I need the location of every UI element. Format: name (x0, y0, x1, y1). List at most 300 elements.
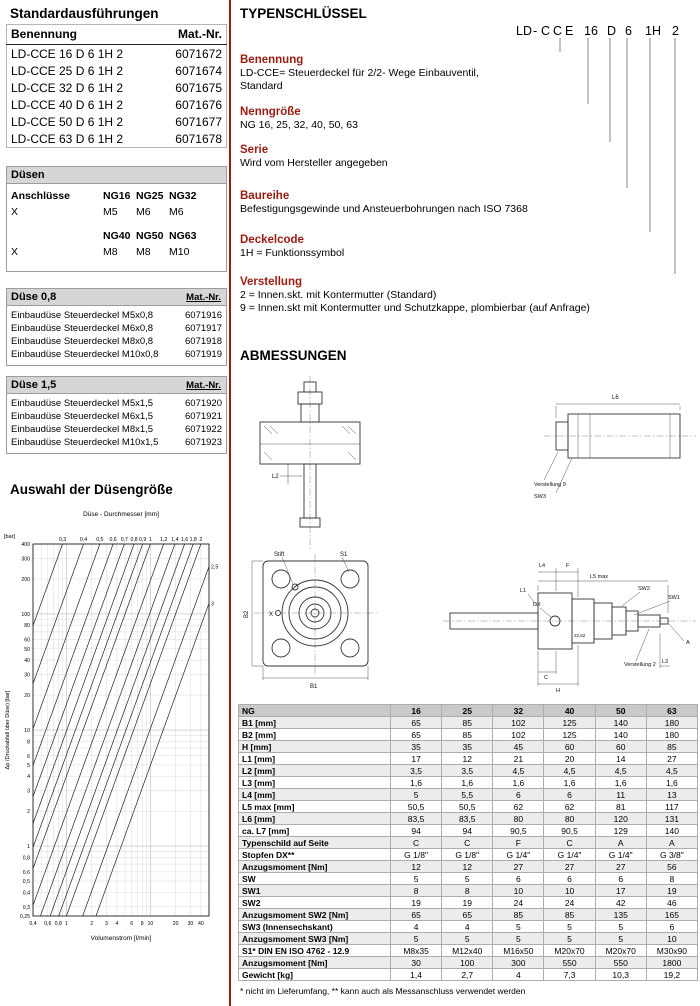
x-tick-label: 20 (172, 921, 179, 927)
dim-row (239, 741, 698, 753)
duese15-title: Düse 1,5 (11, 379, 57, 391)
nozzle-line (33, 544, 164, 905)
duese15-box (6, 376, 227, 454)
dim-value-cell: 1,6 (391, 777, 442, 789)
matnr-cell: 6071672 (175, 46, 222, 61)
y-tick-label: 3 (27, 788, 30, 795)
dim-value-cell: 20 (544, 753, 595, 765)
diameter-tick-label: 3 (211, 601, 214, 608)
chart-bar-unit-label: [bar] (4, 534, 16, 540)
nozzle-line (33, 544, 124, 797)
duesen-value: NG16 (103, 190, 131, 202)
mat-name: Einbaudüse Steuerdeckel M8x0,8 (11, 336, 154, 347)
diameter-tick-label: 0,9 (139, 537, 147, 543)
drawing-label: L6 (612, 395, 619, 401)
dim-row (239, 969, 698, 981)
chart-y-axis-label: Δp (Druckabfall über Düse) [bar] (5, 690, 11, 770)
dim-value-cell: 21 (493, 753, 544, 765)
dim-value-cell: 5 (442, 873, 493, 885)
matnr-cell: 6071676 (175, 97, 222, 112)
code-token: D (607, 24, 617, 38)
dim-row-label: ca. L7 [mm] (239, 825, 391, 837)
dim-row-label: Anzugsmoment [Nm] (239, 957, 391, 969)
dim-value-cell: 94 (391, 825, 442, 837)
type-section (240, 276, 698, 315)
dim-value-cell: M30x90 (646, 945, 697, 957)
dim-value-cell: 1,6 (595, 777, 646, 789)
dim-header-cell: 63 (646, 705, 697, 717)
duesen-value: NG50 (136, 230, 164, 242)
dim-value-cell: 140 (595, 729, 646, 741)
dim-header-cell: 50 (595, 705, 646, 717)
x-tick-label: 0,8 (54, 921, 62, 927)
type-section-line: Befestigungsgewinde und Ansteuerbohrungen nach ISO 7368 (240, 203, 528, 215)
dim-row (239, 933, 698, 945)
mat-nr: 6071923 (185, 437, 222, 448)
type-section-heading: Verstellung (240, 276, 302, 288)
dim-value-cell: 24 (544, 897, 595, 909)
diameter-tick-label: 1,4 (171, 537, 179, 543)
dim-value-cell: G 1/4" (595, 849, 646, 861)
dim-value-cell: 60 (595, 741, 646, 753)
dim-value-cell: M8x35 (391, 945, 442, 957)
dim-row-label: B1 [mm] (239, 717, 391, 729)
dim-row-label: SW1 (239, 885, 391, 897)
dim-value-cell: 5 (544, 933, 595, 945)
dim-value-cell: 1,4 (391, 969, 442, 981)
dim-row (239, 813, 698, 825)
nozzle-line (33, 544, 134, 824)
dim-value-cell: 8 (646, 873, 697, 885)
code-token: 6 (625, 24, 632, 38)
duesen-row-label: X (11, 246, 19, 258)
dim-row (239, 873, 698, 885)
dim-row (239, 729, 698, 741)
matnr-cell: 6071678 (175, 131, 222, 146)
x-tick-label: 3 (105, 921, 108, 927)
diameter-tick-label: 2,5 (211, 564, 219, 571)
x-tick-label: 4 (115, 921, 119, 927)
dim-row (239, 849, 698, 861)
type-section (240, 144, 698, 170)
dim-value-cell: 17 (595, 885, 646, 897)
dim-value-cell: 19 (391, 897, 442, 909)
duese15-matnr-header: Mat.-Nr. (186, 379, 221, 391)
dim-value-cell: 45 (493, 741, 544, 753)
mat-name: Einbaudüse Steuerdeckel M8x1,5 (11, 424, 154, 435)
mat-row (11, 410, 222, 423)
dim-value-cell: 7,3 (544, 969, 595, 981)
dim-value-cell: A (646, 837, 697, 849)
dim-value-cell: 125 (544, 729, 595, 741)
duesen-title: Düsen (11, 169, 45, 181)
mat-nr: 6071918 (185, 336, 222, 347)
dim-value-cell: 85 (442, 729, 493, 741)
duesen-value: NG25 (136, 190, 164, 202)
y-tick-label: 0,6 (22, 869, 30, 876)
code-token: C (541, 24, 551, 38)
dim-row (239, 861, 698, 873)
dim-value-cell: M20x70 (595, 945, 646, 957)
diameter-tick-label: 0,8 (130, 537, 138, 543)
mat-nr: 6071922 (185, 424, 222, 435)
mat-row (11, 423, 222, 436)
drawing-label: L1 (520, 588, 527, 594)
dim-value-cell: 27 (646, 753, 697, 765)
dim-value-cell: 10 (646, 933, 697, 945)
dim-value-cell: 4 (493, 969, 544, 981)
mat-row (11, 322, 222, 335)
dim-value-cell: 140 (595, 717, 646, 729)
benennung-cell: LD-CCE 63 D 6 1H 2 (11, 131, 124, 146)
diameter-tick-label: 0,6 (109, 537, 117, 543)
dim-value-cell: 65 (391, 729, 442, 741)
dim-row (239, 837, 698, 849)
duesen-content (7, 184, 226, 270)
dim-row (239, 957, 698, 969)
x-tick-label: 0,4 (29, 921, 37, 927)
dim-row-label: L3 [mm] (239, 777, 391, 789)
dim-value-cell: 1,6 (544, 777, 595, 789)
dim-value-cell: 8 (442, 885, 493, 897)
dim-value-cell: 6 (544, 789, 595, 801)
type-sections (240, 0, 698, 340)
dim-value-cell: 94 (442, 825, 493, 837)
drawing-label: A (686, 640, 690, 646)
standard-section-title: Standardausführungen (10, 6, 159, 21)
dim-value-cell: 6 (544, 873, 595, 885)
nozzle-line (33, 544, 143, 847)
duese08-matnr-header: Mat.-Nr. (186, 291, 221, 303)
dim-value-cell: 5 (391, 789, 442, 801)
diameter-tick-label: 1,2 (160, 537, 168, 543)
dim-row-label: S1* DIN EN ISO 4762 - 12.9 (239, 945, 391, 957)
dim-row-label: L5 max [mm] (239, 801, 391, 813)
x-tick-label: 40 (197, 921, 204, 927)
dim-value-cell: 83,5 (442, 813, 493, 825)
y-tick-label: 400 (21, 542, 30, 548)
nozzle-line (96, 603, 209, 916)
mat-name: Einbaudüse Steuerdeckel M6x1,5 (11, 411, 154, 422)
type-section-heading: Serie (240, 144, 269, 156)
type-section-line: NG 16, 25, 32, 40, 50, 63 (240, 119, 358, 131)
duese08-title: Düse 0,8 (11, 291, 57, 303)
diameter-tick-label: 0,7 (120, 537, 128, 543)
mat-nr: 6071921 (185, 411, 222, 422)
dim-row (239, 897, 698, 909)
dim-value-cell: 12 (442, 753, 493, 765)
dim-value-cell: 135 (595, 909, 646, 921)
dim-row-label: SW3 (Innensechskant) (239, 921, 391, 933)
diameter-tick-label: 1,8 (189, 537, 197, 543)
drawing-label: L4 (539, 563, 546, 569)
benennung-cell: LD-CCE 16 D 6 1H 2 (11, 46, 124, 61)
dim-value-cell: 85 (646, 741, 697, 753)
dim-value-cell: G 1/8" (391, 849, 442, 861)
duese08-list (7, 306, 226, 365)
y-tick-label: 8 (27, 739, 30, 746)
type-section-heading: Nenngröße (240, 106, 301, 118)
diameter-tick-label: 0,4 (79, 537, 88, 543)
standard-row (7, 96, 227, 113)
duese15-title-bar (7, 377, 226, 394)
dim-value-cell: C (442, 837, 493, 849)
dim-value-cell: 85 (442, 717, 493, 729)
dimension-drawings (238, 366, 700, 700)
drawing-label: F (566, 563, 570, 569)
code-token: 2 (672, 24, 679, 38)
code-token: - (533, 24, 538, 38)
dim-value-cell: 85 (493, 909, 544, 921)
drawing-label: L2 (272, 474, 279, 480)
nozzle-line (33, 544, 113, 766)
drawing-top-section-view (260, 376, 360, 550)
diameter-tick-label: 1,6 (180, 537, 189, 543)
dim-value-cell: 5 (493, 933, 544, 945)
dim-value-cell: 129 (595, 825, 646, 837)
dim-value-cell: 140 (646, 825, 697, 837)
drawing-label: SW2 (638, 586, 650, 592)
dim-value-cell: 90,5 (493, 825, 544, 837)
duesen-value: M10 (169, 246, 190, 258)
dim-row (239, 825, 698, 837)
duesen-row-label: X (11, 206, 19, 218)
typenschluessel-title: TYPENSCHLÜSSEL (240, 6, 367, 21)
dim-value-cell: 62 (493, 801, 544, 813)
dim-value-cell: 550 (595, 957, 646, 969)
dim-value-cell: 180 (646, 717, 697, 729)
type-section-line: 9 = Innen.skt mit Kontermutter und Schutzkappe, plombierbar (auf Anfrage) (240, 302, 590, 314)
footnote: * nicht im Lieferumfang, ** kann auch als Messanschluss verwendet werden (240, 986, 526, 996)
type-section-heading: Deckelcode (240, 234, 304, 246)
dim-row-label: SW2 (239, 897, 391, 909)
matnr-cell: 6071677 (175, 114, 222, 129)
dim-value-cell: 14 (595, 753, 646, 765)
dim-row (239, 909, 698, 921)
type-section-line: 2 = Innen.skt. mit Kontermutter (Standard) (240, 289, 437, 301)
dimension-table (238, 704, 698, 981)
dim-value-cell: 85 (544, 909, 595, 921)
dim-value-cell: G 1/4" (544, 849, 595, 861)
mat-row (11, 335, 222, 348)
duesen-value: M5 (103, 206, 118, 218)
dim-row-label: L2 [mm] (239, 765, 391, 777)
dim-value-cell: 117 (646, 801, 697, 813)
mat-name: Einbaudüse Steuerdeckel M6x0,8 (11, 323, 154, 334)
dim-value-cell: G 1/4" (493, 849, 544, 861)
drawing-label: SW1 (668, 595, 680, 601)
duese15-list (7, 394, 226, 453)
type-section-heading: Benennung (240, 54, 304, 66)
dim-value-cell: 4,5 (646, 765, 697, 777)
drawing-label: DX (533, 602, 541, 608)
y-tick-label: 0,5 (22, 879, 30, 886)
drawing-side-view (544, 404, 696, 493)
standard-row (7, 62, 227, 79)
dim-value-cell: 165 (646, 909, 697, 921)
dim-header-row (239, 705, 698, 717)
duese08-title-bar (7, 289, 226, 306)
matnr-header: Mat.-Nr. (157, 25, 226, 45)
chart-top-axis-label: Düse - Durchmesser [mm] (83, 511, 159, 518)
dim-row-label: SW (239, 873, 391, 885)
dim-value-cell: 6 (493, 873, 544, 885)
dim-value-cell: M20x70 (544, 945, 595, 957)
code-token: 1H (645, 24, 661, 38)
code-token: C (553, 24, 563, 38)
code-token: E (565, 24, 574, 38)
duesen-value: NG40 (103, 230, 131, 242)
benennung-header: Benennung (7, 25, 158, 45)
drawing-section-side-view (443, 568, 696, 686)
dim-value-cell: 5 (595, 921, 646, 933)
dim-value-cell: 5 (595, 933, 646, 945)
drawing-label: L5 max (590, 574, 609, 580)
y-tick-label: 30 (24, 672, 30, 679)
dim-value-cell: 4,5 (493, 765, 544, 777)
duesen-value: NG32 (169, 190, 197, 202)
y-tick-label: 0,4 (22, 890, 30, 897)
dim-value-cell: 6 (595, 873, 646, 885)
standard-row (7, 113, 227, 130)
dim-value-cell: 4,5 (595, 765, 646, 777)
mat-name: Einbaudüse Steuerdeckel M10x1,5 (11, 437, 159, 448)
duesen-title-bar (7, 167, 226, 184)
dim-value-cell: 27 (595, 861, 646, 873)
dim-value-cell: 60 (544, 741, 595, 753)
dim-value-cell: 5 (391, 933, 442, 945)
dim-row-label: Typenschild auf Seite (239, 837, 391, 849)
standard-header-row (7, 25, 227, 45)
dim-row (239, 921, 698, 933)
standard-row (7, 45, 227, 63)
type-section (240, 106, 698, 132)
x-tick-label: 2 (90, 921, 94, 927)
type-section (240, 190, 698, 216)
dim-value-cell: M12x40 (442, 945, 493, 957)
benennung-cell: LD-CCE 25 D 6 1H 2 (11, 63, 124, 78)
chart-title: Auswahl der Düsengröße (10, 482, 173, 497)
duesen-value: M6 (136, 206, 151, 218)
benennung-cell: LD-CCE 32 D 6 1H 2 (11, 80, 124, 95)
dim-value-cell: 5 (442, 933, 493, 945)
y-tick-label: 0,8 (22, 855, 30, 862)
duese08-box (6, 288, 227, 366)
y-tick-label: 2 (27, 809, 30, 816)
dim-row-label: Stopfen DX** (239, 849, 391, 861)
y-tick-label: 300 (21, 556, 30, 563)
dim-value-cell: G 1/8" (442, 849, 493, 861)
duesen-value: M6 (169, 206, 184, 218)
dim-value-cell: 131 (646, 813, 697, 825)
dim-value-cell: 4 (442, 921, 493, 933)
dim-value-cell: 11 (595, 789, 646, 801)
type-section (240, 54, 698, 93)
y-tick-label: 1 (27, 844, 30, 851)
y-tick-label: 0,3 (22, 904, 30, 911)
dim-value-cell: 27 (544, 861, 595, 873)
type-section-line: LD-CCE= Steuerdeckel für 2/2- Wege Einbauventil, (240, 67, 479, 79)
standard-table (6, 24, 227, 148)
mat-row (11, 309, 222, 322)
mat-row (11, 348, 222, 361)
dim-value-cell: 4 (391, 921, 442, 933)
dim-value-cell: 5 (544, 921, 595, 933)
drawing-label: S1 (340, 552, 348, 558)
dim-row-label: Anzugsmoment SW3 [Nm] (239, 933, 391, 945)
dim-row (239, 885, 698, 897)
drawing-label: B1 (310, 684, 318, 690)
mat-nr: 6071919 (185, 349, 222, 360)
drawing-label: Verstellung 2 (624, 662, 656, 668)
dim-value-cell: 10,3 (595, 969, 646, 981)
dim-value-cell: 5 (391, 873, 442, 885)
dim-value-cell: 13 (646, 789, 697, 801)
x-tick-label: 8 (140, 921, 144, 927)
duesen-value: M8 (136, 246, 151, 258)
y-tick-label: 200 (21, 576, 30, 583)
x-tick-label: 6 (130, 921, 134, 927)
mat-row (11, 436, 222, 449)
dim-value-cell: 5 (493, 921, 544, 933)
dim-value-cell: 180 (646, 729, 697, 741)
chart-x-axis-label: Volumenstrom [l/min] (90, 935, 152, 942)
type-section-line: 1H = Funktionssymbol (240, 247, 345, 259)
y-tick-label: 0,25 (19, 914, 30, 920)
abmessungen-title: ABMESSUNGEN (240, 348, 347, 363)
dim-row-label: L6 [mm] (239, 813, 391, 825)
dim-value-cell: A (595, 837, 646, 849)
dim-value-cell: 1,6 (442, 777, 493, 789)
dim-row-label: Anzugsmoment SW2 [Nm] (239, 909, 391, 921)
dim-value-cell: 125 (544, 717, 595, 729)
duesen-value: NG63 (169, 230, 197, 242)
type-section-line: Wird vom Hersteller angegeben (240, 157, 388, 169)
dim-row-label: H [mm] (239, 741, 391, 753)
x-tick-label: 0,6 (44, 921, 52, 927)
dim-header-cell: 25 (442, 705, 493, 717)
mat-name: Einbaudüse Steuerdeckel M10x0,8 (11, 349, 159, 360)
drawing-label: X (269, 612, 274, 618)
matnr-cell: 6071674 (175, 63, 222, 78)
standard-row (7, 79, 227, 96)
column-divider (229, 0, 231, 1006)
dim-value-cell: 35 (442, 741, 493, 753)
dim-value-cell: 65 (391, 909, 442, 921)
dim-value-cell: 19,2 (646, 969, 697, 981)
standard-row (7, 130, 227, 148)
type-section-heading: Baureihe (240, 190, 290, 202)
dim-header-cell: 16 (391, 705, 442, 717)
y-tick-label: 5 (27, 762, 30, 769)
dim-value-cell: 24 (493, 897, 544, 909)
dim-row (239, 801, 698, 813)
mat-nr: 6071920 (185, 398, 222, 409)
dim-value-cell: 10 (493, 885, 544, 897)
drawing-label: Verstellung 9 (534, 482, 566, 488)
dim-row (239, 789, 698, 801)
dim-value-cell: 81 (595, 801, 646, 813)
benennung-cell: LD-CCE 50 D 6 1H 2 (11, 114, 124, 129)
drawing-label: SW3 (534, 494, 546, 500)
dim-value-cell: 65 (391, 717, 442, 729)
dim-value-cell: G 3/8" (646, 849, 697, 861)
dim-value-cell: 12 (391, 861, 442, 873)
dim-value-cell: 56 (646, 861, 697, 873)
dim-value-cell: 1,6 (493, 777, 544, 789)
drawing-label: B2 (244, 610, 250, 618)
dim-row-label: L4 [mm] (239, 789, 391, 801)
